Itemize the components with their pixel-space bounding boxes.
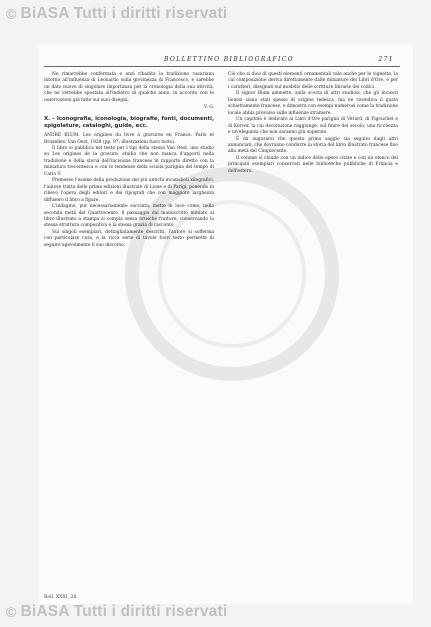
- journal-title: BOLLETTINO BIBLIOGRAFICO: [164, 56, 295, 63]
- watermark-text: BiASA Tutti i diritti riservati: [20, 5, 228, 22]
- watermark-bottom: [6, 603, 227, 621]
- body-paragraph: Premesso l'esame della produzione dei più antichi incunaboli xilografici, l'autore tratta delle prime edizioni illustrate di Lione e di Parigi, ponendo in rilievo l'opera degli editori e dei tipografi che con maggiore larghezza diffusero il libro a figure.: [44, 178, 214, 203]
- body-paragraph: L'indagine, pur necessariamente succinta, mette in luce come, nella seconda metà del Quattrocento, il passaggio dal manoscritto miniato al libro illustrato a stampa si compia senza brusche fratture, conservando la stessa struttura compositiva e la stessa grazia di racconto.: [44, 204, 214, 229]
- body-paragraph: Il libro si pubblica nel testo per i tipi della stessa Van Oest, uno studio su Les origines de la gravure, studio che non manca d'apporti nella tradizione e della storia dell'incisione francese in rapporto diretto con la miniatura trecentesca e con le tendenze della scuola parigina del tempo di Carlo V.: [44, 146, 214, 177]
- right-column: [228, 72, 398, 175]
- watermark-top: [6, 5, 227, 23]
- section-heading: X. – Iconografia, iconologia, biografie, fonti, documenti, spigolature, cataloghi, guide, ecc.: [44, 115, 214, 129]
- body-paragraph: Sui singoli esemplari, dettagliatamente descritti, l'autore si sofferma con particolare cura, e la ricca serie di tavole fuori testo permette di seguire agevolmente il suo discorso.: [44, 229, 214, 248]
- book-citation: ANDRÉ BLUM. Les origines du livre à gravures en France. Paris et Bruxelles, Van Oest, 1928 (pp. 97; illustrazioni fuori testo).: [44, 133, 214, 145]
- watermark-text: BiASA Tutti i diritti riservati: [20, 603, 228, 620]
- header-rule: [44, 66, 400, 67]
- review-signature: V. G.: [204, 105, 214, 111]
- running-head: [84, 56, 394, 63]
- copyright-icon: ©: [6, 604, 17, 620]
- copyright-icon: ©: [6, 6, 17, 22]
- page-number: 271: [378, 56, 394, 63]
- body-paragraph: Un capitolo è dedicato ai Libri d'Ore parigini di Vérard, di Pigouchet e di Kerver, la cui decorazione raggiunge, sul finire del secolo, una ricchezza e un'eleganza che non saranno più superate.: [228, 117, 398, 136]
- body-paragraph: Il signor Blum ammette, sulla scorta di altri studiosi, che gli incisori lionesi siano stati spesso di origine tedesca, ma ne rivendica il gusto schiettamente francese, e dimostra con esempi numerosi come la tradizione locale abbia prevalso sulle influenze straniere.: [228, 91, 398, 116]
- signature-mark: Boll. XXXI, 28: [44, 595, 77, 600]
- left-column: [44, 72, 214, 249]
- document-page: [38, 44, 413, 604]
- intro-paragraph: Ne rimarrebbe confermata e anzi ribadita la tradizione vasariana intorno all'influenza di Leonardo sulla giovinezza di Francesco, e sarebbe un dato nuovo di singolare importanza per la cronologia della sua attività, che ne verrebbe spostata all'indietro di qualche anno, in accordo con le osservazioni già fatte sui suoi disegni.: [44, 72, 214, 103]
- body-paragraph: Il volume si chiude con un indice delle opere citate e con un elenco dei principali esemplari conservati nelle biblioteche pubbliche di Francia e dell'estero.: [228, 155, 398, 174]
- body-paragraph: Ciò che si dice di questi elementi ornamentali vale anche per le vignette, la cui composizione deriva direttamente dalle miniature dei Libri d'Ore, e per i caratteri, disegnati sul modello delle scritture librarie dei codici.: [228, 72, 398, 90]
- body-paragraph: È da augurarsi che questo primo saggio sia seguito dagli altri annunciati, che dovranno condurre la storia del libro illustrato francese fino alla metà del Cinquecento.: [228, 136, 398, 155]
